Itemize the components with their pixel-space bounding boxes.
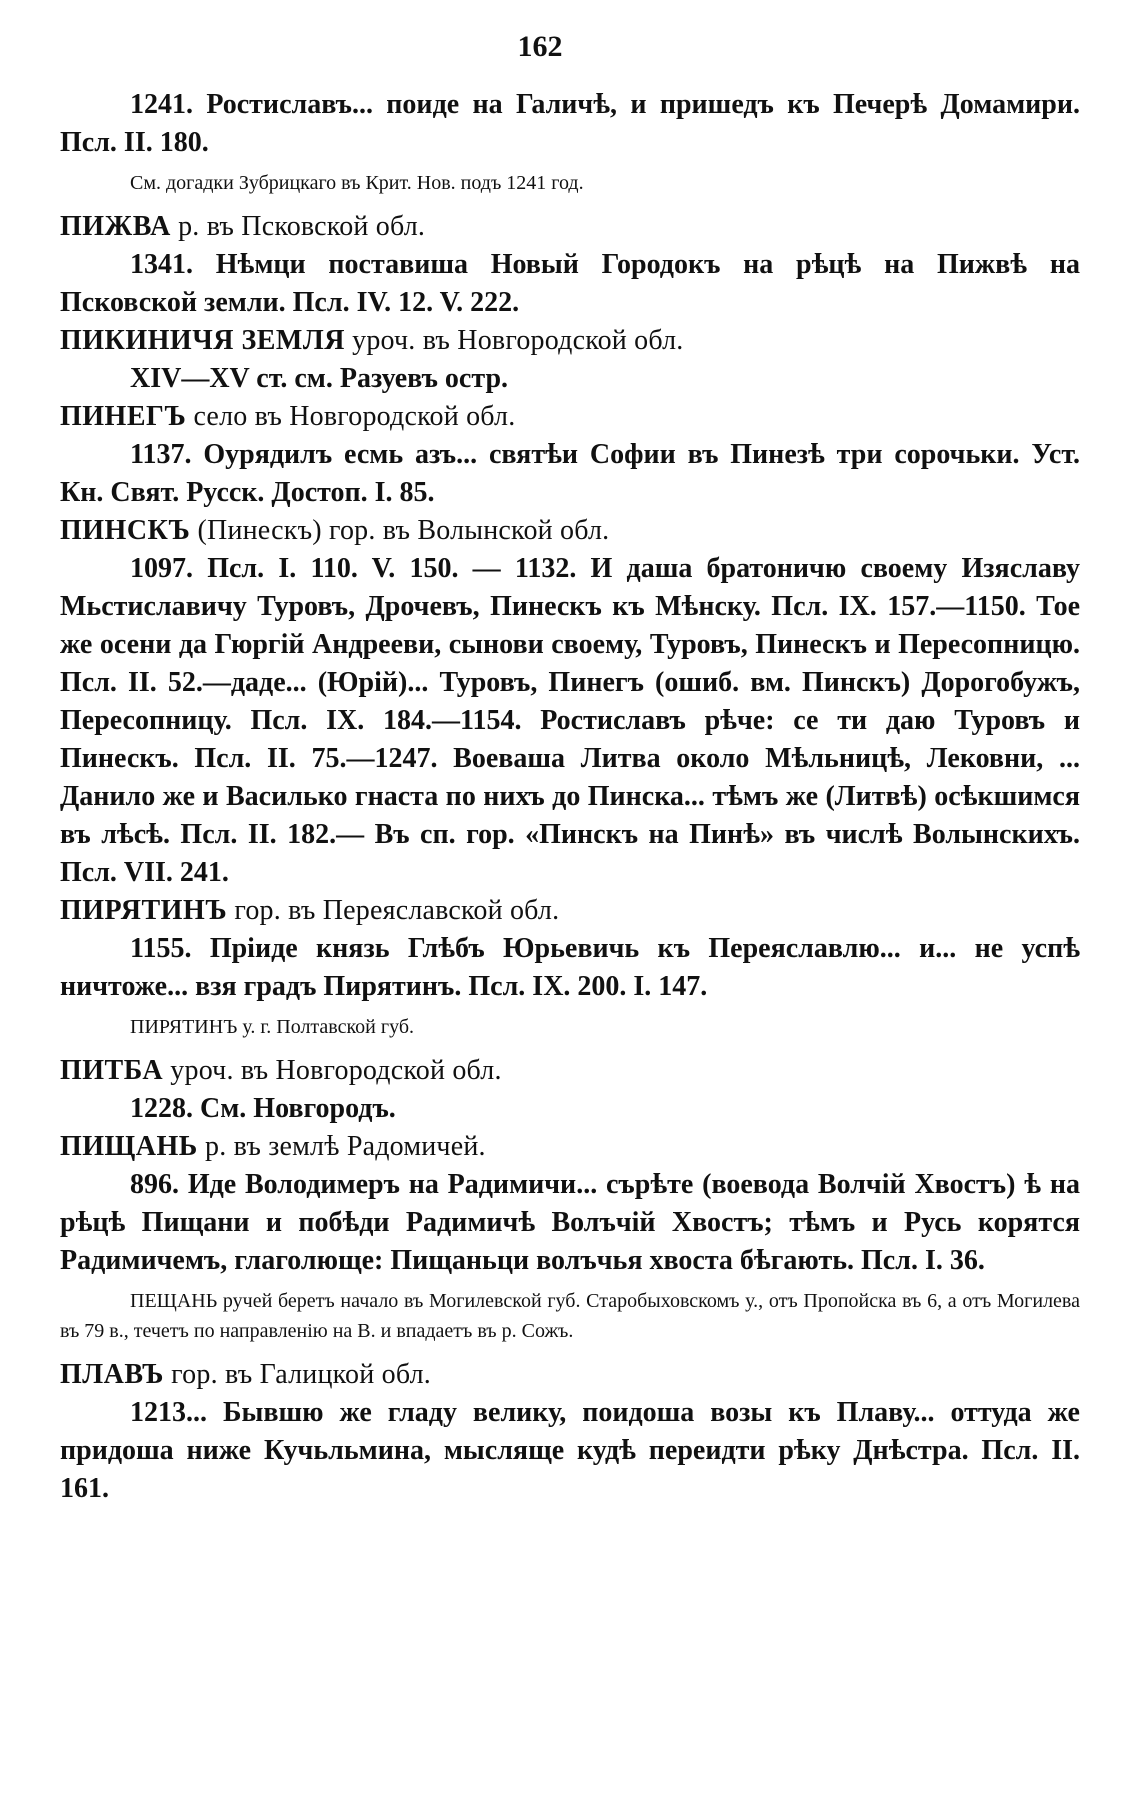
- headword-description: р. въ Псковской обл.: [170, 211, 426, 242]
- headword: ПИЖВА: [60, 211, 171, 242]
- headword-entry: [60, 398, 1080, 436]
- entry-paragraph: 1155. Пріиде князь Глѣбъ Юрьевичь къ Переяславлю... и... не успѣ ничтоже... взя градъ Пирятинъ. Псл. IX. 200. I. 147.: [60, 933, 1080, 1002]
- headword-description: уроч. въ Новгородской обл.: [344, 325, 684, 356]
- entry-paragraph: 1137. Оурядилъ есмь азъ... святѣи Софии въ Пинезѣ три сорочьки. Уст. Кн. Свят. Русск. Достоп. I. 85.: [60, 439, 1080, 508]
- headword-entry: [60, 322, 1080, 360]
- entry-paragraph: 1241. Ростиславъ... поиде на Галичѣ, и пришедъ къ Печерѣ Домамири. Псл. II. 180.: [60, 89, 1080, 158]
- headword-entry: [60, 1052, 1080, 1090]
- headword-entry: [60, 208, 1080, 246]
- footnote: ПЕЩАНЬ ручей беретъ начало въ Могилевской губ. Старобыховскомъ у., отъ Пропойска въ 6, а отъ Могилева въ 79 в., течетъ по направленію на В. и впадаетъ въ р. Сожъ.: [60, 1290, 1080, 1342]
- headword: ПИНСКЪ: [60, 515, 191, 546]
- headword: ПИРЯТИНЪ: [60, 895, 228, 926]
- page-number: 162: [517, 30, 563, 63]
- entry-paragraph: 1213... Бывшю же гладу велику, поидоша возы къ Плаву... оттуда же придоша ниже Кучьльмина, мысляще кудѣ переидти рѣку Днѣстра. Псл. II. 161.: [60, 1397, 1080, 1504]
- footnote: См. догадки Зубрицкаго въ Крит. Нов. подъ 1241 год.: [130, 172, 584, 194]
- entry-paragraph: 1228. См. Новгородъ.: [130, 1093, 396, 1124]
- footnote: ПИРЯТИНЪ у. г. Полтавской губ.: [130, 1016, 415, 1038]
- headword-description: село въ Новгородской обл.: [186, 401, 516, 432]
- headword: ПИКИНИЧЯ ЗЕМЛЯ: [60, 325, 345, 356]
- headword-description: гор. въ Галицкой обл.: [163, 1359, 431, 1390]
- headword: ПИНЕГЪ: [60, 401, 187, 432]
- headword: ПИТБА: [60, 1055, 164, 1086]
- document-page: [60, 0, 1080, 1508]
- entry-paragraph: 1097. Псл. I. 110. V. 150. — 1132. И даша братоничю своему Изяславу Мьстиславичу Туровъ, Дрочевъ, Пинескъ къ Мѣнску. Псл. IX. 157.—1150. Тое же осени да Гюргій Андрееви, сынови своему, Туровъ, Пинескъ и Пересопницю. Псл. II. 52.—даде... (Юрій)... Туровъ, Пинегъ (ошиб. вм. Пинскъ) Дорогобужъ, Пересопницу. Псл. IX. 184.—1154. Ростиславъ рѣче: се ти даю Туровъ и Пинескъ. Псл. II. 75.—1247. Воеваша Литва около Мѣльницѣ, Лековни, ... Данило же и Василько гнаста по нихъ до Пинска... тѣмъ же (Литвѣ) осѣкшимся въ лѣсѣ. Псл. II. 182.— Въ сп. гор. «Пинскъ на Пинѣ» въ числѣ Волынскихъ. Псл. VII. 241.: [60, 553, 1080, 888]
- headword: ПЛАВЪ: [60, 1359, 164, 1390]
- headword-description: р. въ землѣ Радомичей.: [197, 1131, 486, 1162]
- headword-entry: [60, 1356, 1080, 1394]
- headword-description: (Пинескъ) гор. въ Волынской обл.: [190, 515, 610, 546]
- headword-entry: [60, 512, 1080, 550]
- headword-entry: [60, 1128, 1080, 1166]
- headword: ПИЩАНЬ: [60, 1131, 198, 1162]
- entry-paragraph: XIV—XV ст. см. Разуевъ остр.: [130, 363, 509, 394]
- entry-paragraph: 1341. Нѣмци поставиша Новый Городокъ на рѣцѣ на Пижвѣ на Псковской земли. Псл. IV. 12. V. 222.: [60, 249, 1080, 318]
- headword-description: гор. въ Переяславской обл.: [227, 895, 560, 926]
- headword-entry: [60, 892, 1080, 930]
- headword-description: уроч. въ Новгородской обл.: [163, 1055, 502, 1086]
- entry-paragraph: 896. Иде Володимеръ на Радимичи... сърѣте (воевода Волчій Хвостъ) ѣ на рѣцѣ Пищани и побѣди Радимичѣ Волъчій Хвостъ; тѣмъ и Русь корятся Радимичемъ, глаголюще: Пищаньци волъчья хвоста бѣгають. Псл. I. 36.: [60, 1169, 1080, 1276]
